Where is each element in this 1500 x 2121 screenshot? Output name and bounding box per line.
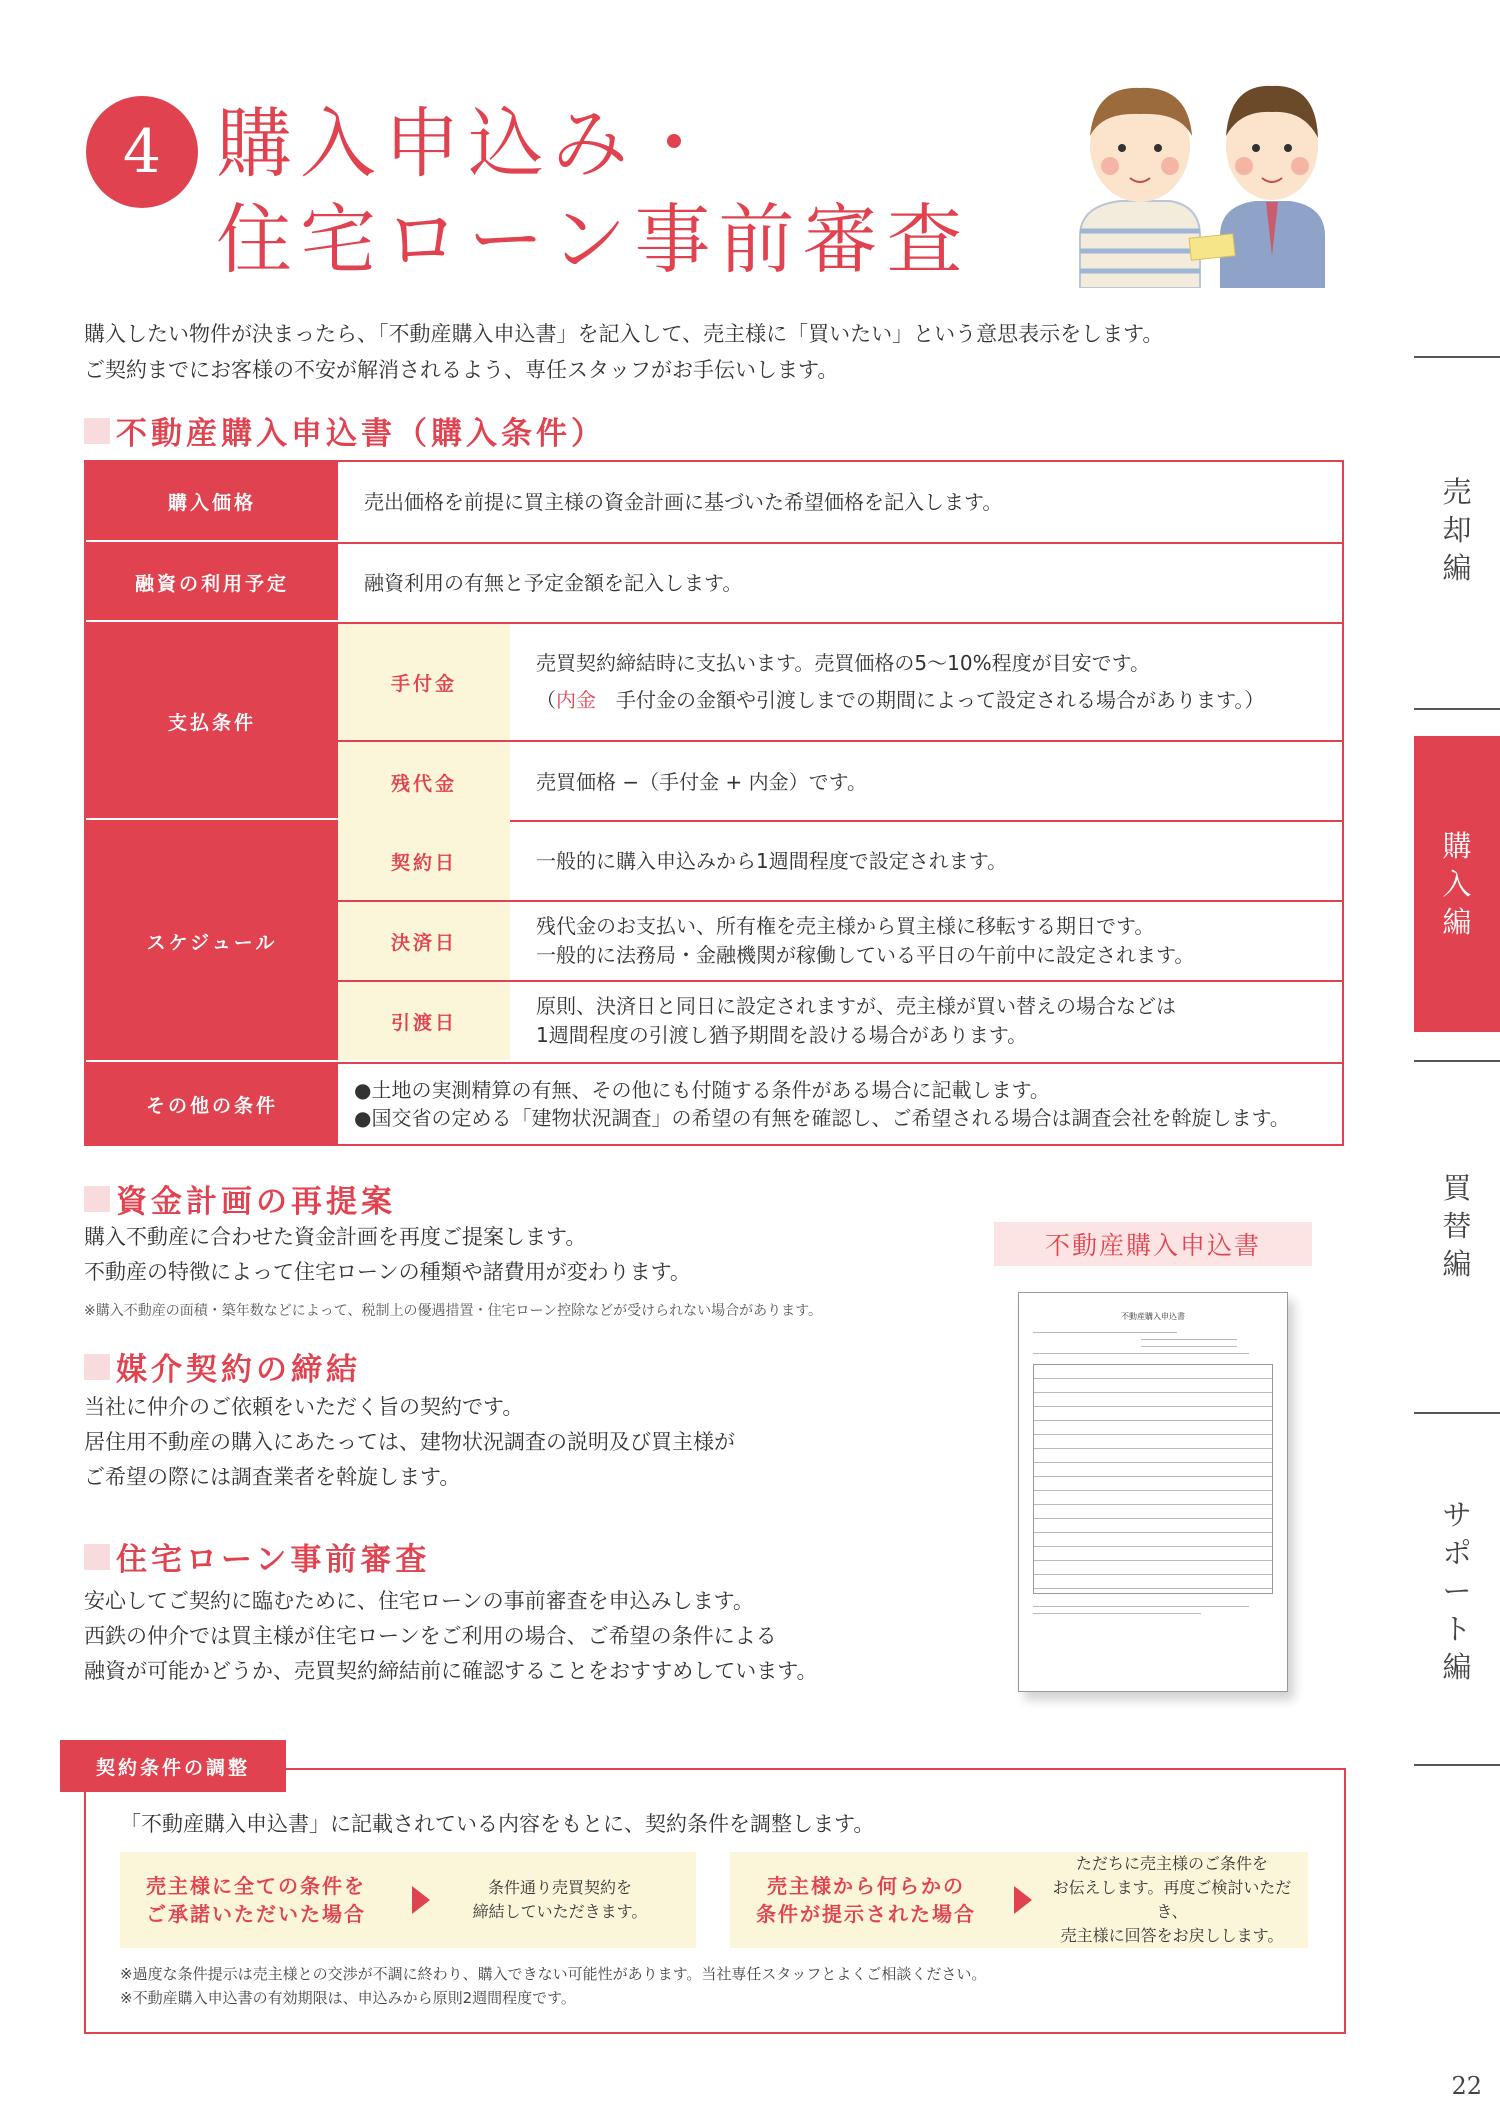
settle-line: 残代金のお支払い、所有権を売主様から買主様に移転する期日です。	[536, 914, 1155, 938]
nav-char: ポ	[1442, 1536, 1472, 1570]
deposit-note	[536, 686, 1342, 715]
row-text-other	[338, 1064, 1342, 1144]
nav-char: 編	[1442, 905, 1472, 939]
body-line: 西鉄の仲介では買主様が住宅ローンをご利用の場合、ご希望の条件による	[84, 1624, 777, 1648]
section-heading-purchase-conditions	[84, 408, 606, 453]
section-heading-loan-prescreening	[84, 1534, 430, 1579]
contract-adjustment-tab: 契約条件の調整	[60, 1740, 286, 1792]
handshake-illustration	[1040, 56, 1330, 288]
section-heading-text: 住宅ローン事前審査	[116, 1542, 431, 1578]
table-row	[86, 544, 1342, 624]
case-line: 条件通り売買契約を	[487, 1878, 632, 1897]
case-line: 売主様に全ての条件を	[146, 1874, 366, 1898]
deposit-line: 売買契約締結時に支払います。売買価格の5〜10%程度が目安です。	[536, 651, 1150, 675]
contract-adjustment-lead: 「不動産購入申込書」に記載されている内容をもとに、契約条件を調整します。	[120, 1812, 875, 1836]
paren-open: （	[536, 688, 556, 712]
section-heading-text: 資金計画の再提案	[116, 1184, 396, 1220]
row-text-loan: 融資利用の有無と予定金額を記入します。	[364, 571, 743, 595]
case-line: お伝えします。再度ご検討いただき、	[1052, 1878, 1292, 1921]
body-line: 居住用不動産の購入にあたっては、建物状況調査の説明及び買主様が	[84, 1430, 735, 1454]
nav-char: 編	[1442, 551, 1472, 585]
row-header-payment: 支払条件	[86, 624, 338, 820]
section-heading-brokerage-contract	[84, 1344, 361, 1389]
other-line: ●国交省の定める「建物状況調査」の希望の有無を確認し、ご希望される場合は調査会社を斡旋します。	[354, 1106, 1290, 1130]
nav-char: ト	[1442, 1612, 1472, 1646]
case-result	[1044, 1852, 1300, 1948]
body-line: 融資が可能かどうか、売買契約締結前に確認することをおすすめしています。	[84, 1659, 818, 1683]
heading-marker	[84, 418, 110, 444]
side-nav-divider	[1414, 1060, 1500, 1062]
form-sample-label: 不動産購入申込書	[994, 1222, 1312, 1266]
nav-char: 売	[1442, 475, 1472, 509]
nav-char: 入	[1442, 867, 1472, 901]
subrow-text-deposit	[510, 624, 1342, 740]
arrow-right-icon	[1014, 1886, 1032, 1914]
body-line: 安心してご契約に臨むために、住宅ローンの事前審査を申込みします。	[84, 1589, 754, 1613]
body-line: 購入不動産に合わせた資金計画を再度ご提案します。	[84, 1225, 587, 1249]
row-header-schedule: スケジュール	[86, 822, 338, 1062]
row-header-loan: 融資の利用予定	[86, 544, 338, 622]
subrow-header-balance: 残代金	[338, 742, 510, 822]
side-nav-divider	[1414, 356, 1500, 358]
nav-char: 替	[1442, 1209, 1472, 1243]
form-line	[1033, 1613, 1201, 1614]
case-line: 条件が提示された場合	[756, 1902, 976, 1926]
nav-char: 編	[1442, 1247, 1472, 1281]
case-line: ただちに売主様のご条件を	[1075, 1854, 1268, 1873]
balance-line: 売買価格 −（手付金 + 内金）です。	[536, 769, 867, 794]
table-row	[86, 1064, 1342, 1144]
form-line	[1141, 1339, 1237, 1340]
heading-marker	[84, 1544, 110, 1570]
table-row	[86, 462, 1342, 544]
section-heading-text: 媒介契約の締結	[116, 1352, 361, 1388]
nav-char: 編	[1442, 1650, 1472, 1684]
table-subrow	[338, 822, 1342, 902]
contract-adjustment-notes	[120, 1962, 986, 2010]
side-nav-sell[interactable]	[1414, 430, 1500, 630]
side-nav-replace[interactable]	[1414, 1136, 1500, 1316]
subrow-text-contract	[510, 822, 1342, 900]
page-title	[216, 96, 970, 288]
row-header-other: その他の条件	[86, 1064, 338, 1144]
form-sample-image	[1018, 1292, 1288, 1692]
heading-marker	[84, 1354, 110, 1380]
table-subrow	[338, 902, 1342, 982]
note-line: ※不動産購入申込書の有効期限は、申込みから原則2週間程度です。	[120, 1989, 576, 2007]
funding-plan-note: ※購入不動産の面積・築年数などによって、税制上の優遇措置・住宅ローン控除などが受けられない場合があります。	[84, 1303, 823, 1319]
subrow-header-handover: 引渡日	[338, 982, 510, 1060]
form-sample-title: 不動産購入申込書	[1121, 1312, 1185, 1321]
nav-char: 却	[1442, 513, 1472, 547]
intro-line: ご契約までにお客様の不安が解消されるよう、専任スタッフがお手伝いします。	[84, 358, 839, 382]
nav-char: サ	[1442, 1498, 1472, 1532]
table-group-schedule	[86, 822, 1342, 1064]
funding-plan-text	[84, 1220, 691, 1290]
case-line: 売主様から何らかの	[767, 1874, 965, 1898]
form-line	[1141, 1346, 1237, 1347]
row-header-price: 購入価格	[86, 462, 338, 542]
case-conditions-presented	[730, 1852, 1308, 1948]
subrow-text-handover	[510, 982, 1342, 1060]
nav-char: 買	[1442, 1171, 1472, 1205]
form-line	[1033, 1353, 1249, 1354]
body-line: 当社に仲介のご依頼をいただく旨の契約です。	[84, 1395, 524, 1419]
case-all-accepted	[120, 1852, 696, 1948]
page-title-line1: 購入申込み・	[216, 99, 720, 188]
uchikin-label: 内金	[556, 688, 596, 712]
contract-line: 一般的に購入申込みから1週間程度で設定されます。	[536, 848, 1008, 873]
case-result	[450, 1876, 670, 1924]
purchase-conditions-table	[84, 460, 1344, 1146]
page-number: 22	[1451, 2072, 1482, 2100]
subrow-header-deposit: 手付金	[338, 624, 510, 740]
table-subrow	[338, 624, 1342, 742]
side-nav-support[interactable]	[1414, 1478, 1500, 1704]
subrow-header-contract: 契約日	[338, 822, 510, 900]
brokerage-text	[84, 1390, 735, 1495]
form-grid	[1033, 1364, 1273, 1594]
intro-text	[84, 316, 1163, 388]
subrow-text-balance	[510, 742, 1342, 822]
side-nav-divider	[1414, 1764, 1500, 1766]
case-line: 売主様に回答をお戻しします。	[1060, 1926, 1284, 1945]
nav-char: 購	[1442, 829, 1472, 863]
nav-char: ー	[1442, 1574, 1472, 1608]
arrow-right-icon	[412, 1886, 430, 1914]
intro-line: 購入したい物件が決まったら、「不動産購入申込書」を記入して、売主様に「買いたい」という意思表示をします。	[84, 322, 1164, 346]
case-condition	[120, 1872, 392, 1928]
heading-marker	[84, 1186, 110, 1212]
table-group-payment	[86, 624, 1342, 822]
section-heading-funding-plan	[84, 1176, 396, 1221]
table-subrow	[338, 982, 1342, 1060]
row-text-price: 売出価格を前提に買主様の資金計画に基づいた希望価格を記入します。	[364, 490, 1003, 514]
section-heading-text: 不動産購入申込書（購入条件）	[116, 416, 606, 452]
body-line: 不動産の特徴によって住宅ローンの種類や諸費用が変わります。	[84, 1260, 691, 1284]
page-title-line2: 住宅ローン事前審査	[216, 195, 971, 284]
subrow-header-settlement: 決済日	[338, 902, 510, 980]
handover-line: 1週間程度の引渡し猶予期間を設ける場合があります。	[536, 1023, 1028, 1047]
body-line: ご希望の際には調査業者を斡旋します。	[84, 1465, 461, 1489]
side-nav-buy[interactable]	[1414, 736, 1500, 1032]
form-line	[1033, 1332, 1177, 1333]
note-line: ※過度な条件提示は売主様との交渉が不調に終わり、購入できない可能性があります。当社専任スタッフとよくご相談ください。	[120, 1965, 987, 1983]
case-line: ご承諾いただいた場合	[146, 1902, 366, 1926]
subrow-text-settlement	[510, 902, 1342, 980]
case-line: 締結していただきます。	[472, 1902, 648, 1921]
settle-line: 一般的に法務局・金融機関が稼働している平日の午前中に設定されます。	[536, 943, 1195, 967]
handover-line: 原則、決済日と同日に設定されますが、売主様が買い替えの場合などは	[536, 994, 1176, 1018]
side-nav-divider	[1414, 708, 1500, 710]
deposit-note-text: 手付金の金額や引渡しまでの期間によって設定される場合があります。）	[596, 688, 1265, 712]
step-number-badge: 4	[86, 96, 198, 208]
case-condition	[730, 1872, 1002, 1928]
other-line: ●土地の実測精算の有無、その他にも付随する条件がある場合に記載します。	[354, 1078, 1050, 1102]
table-subrow	[338, 742, 1342, 822]
side-nav-divider	[1414, 1412, 1500, 1414]
form-line	[1033, 1606, 1249, 1607]
loan-prescreening-text	[84, 1584, 818, 1689]
